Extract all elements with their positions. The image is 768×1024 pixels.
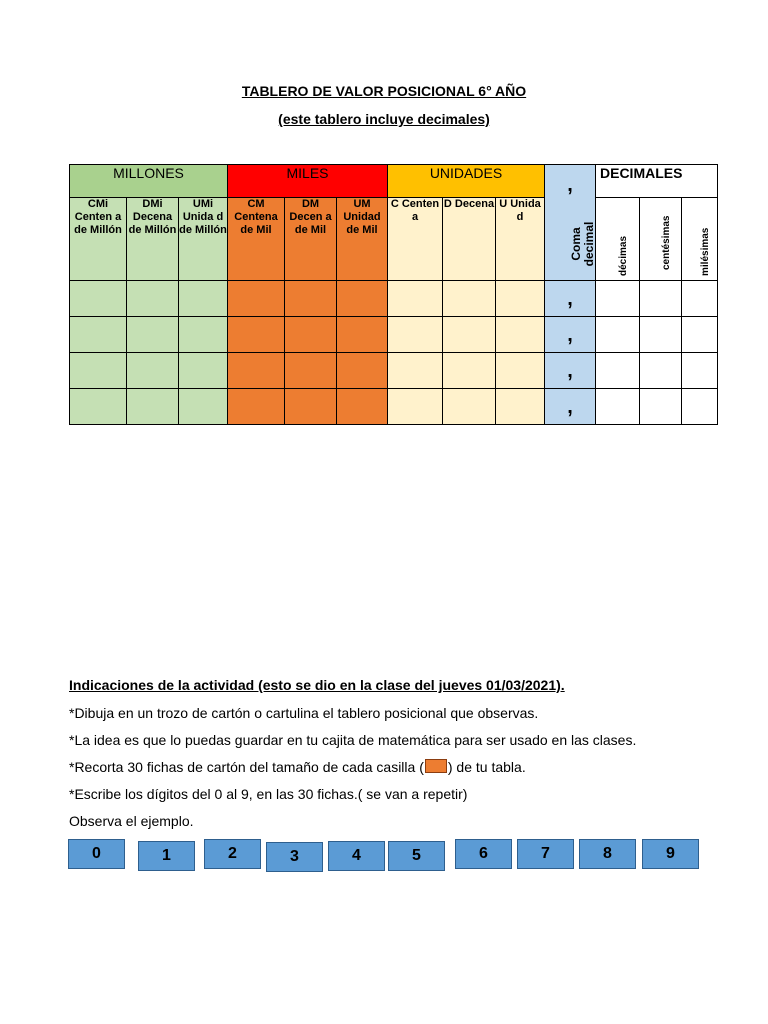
digit-chip: 9: [642, 839, 699, 869]
board-row: [70, 389, 718, 425]
col-header-c: C Centen a: [388, 198, 443, 281]
row-comma: ,: [545, 317, 596, 353]
group-millones: MILLONES: [70, 165, 228, 198]
col-header-umi: UMi Unida d de Millón: [179, 198, 228, 281]
digit-chip: 1: [138, 841, 195, 871]
group-unidades: UNIDADES: [388, 165, 545, 198]
instruction-line: *Dibuja en un trozo de cartón o cartulina el tablero posicional que observas.: [69, 705, 539, 721]
board-row: [70, 281, 718, 317]
instruction-line: [69, 759, 526, 775]
group-miles: MILES: [228, 165, 388, 198]
instruction-line3-after: ) de tu tabla.: [447, 759, 526, 775]
col-header-decimas: [596, 198, 640, 281]
digit-chip: 7: [517, 839, 574, 869]
instruction-line3-before: *Recorta 30 fichas de cartón del tamaño de cada casilla (: [69, 759, 424, 775]
row-comma: ,: [545, 353, 596, 389]
centesimas-label: centésimas: [660, 215, 672, 270]
instruction-line: *La idea es que lo puedas guardar en tu cajita de matemática para ser usado en las clases.: [69, 732, 637, 748]
col-header-milesimas: [682, 198, 718, 281]
place-value-board: [69, 164, 718, 425]
col-header-centesimas: [640, 198, 682, 281]
digit-chip: 6: [455, 839, 512, 869]
row-comma: ,: [545, 281, 596, 317]
milesimas-label: milésimas: [699, 227, 711, 276]
page-subtitle: (este tablero incluye decimales): [278, 111, 490, 127]
instruction-line: Observa el ejemplo.: [69, 813, 194, 829]
col-header-dm: DM Decen a de Mil: [285, 198, 337, 281]
col-header-u: U Unida d: [496, 198, 545, 281]
col-header-um: UM Unidad de Mil: [337, 198, 388, 281]
instructions-heading: Indicaciones de la actividad (esto se dio en la clase del jueves 01/03/2021).: [69, 677, 565, 693]
board-row: [70, 317, 718, 353]
col-header-dmi: DMi Decena de Millón: [127, 198, 179, 281]
digit-chip: 2: [204, 839, 261, 869]
digit-chip: 3: [266, 842, 323, 872]
digit-chip: 4: [328, 841, 385, 871]
digit-chip: 8: [579, 839, 636, 869]
col-header-cmi: CMi Centen a de Millón: [70, 198, 127, 281]
page-title: TABLERO DE VALOR POSICIONAL 6° AÑO: [241, 83, 527, 99]
group-header-row: [70, 165, 718, 198]
board-row: [70, 353, 718, 389]
coma-decimal-label: Coma decimal: [569, 221, 596, 267]
group-decimales: DECIMALES: [596, 165, 718, 198]
coma-symbol-header: ,: [567, 174, 573, 196]
orange-cell-swatch: [425, 759, 447, 773]
row-comma: ,: [545, 389, 596, 425]
instruction-line: *Escribe los dígitos del 0 al 9, en las 30 fichas.( se van a repetir): [69, 786, 468, 802]
coma-decimal-header: [545, 165, 596, 281]
col-header-cm: CM Centena de Mil: [228, 198, 285, 281]
digit-chip: 0: [68, 839, 125, 869]
col-header-d: D Decena: [443, 198, 496, 281]
digit-chip: 5: [388, 841, 445, 871]
decimas-label: décimas: [617, 235, 629, 276]
column-header-row: [70, 198, 718, 281]
